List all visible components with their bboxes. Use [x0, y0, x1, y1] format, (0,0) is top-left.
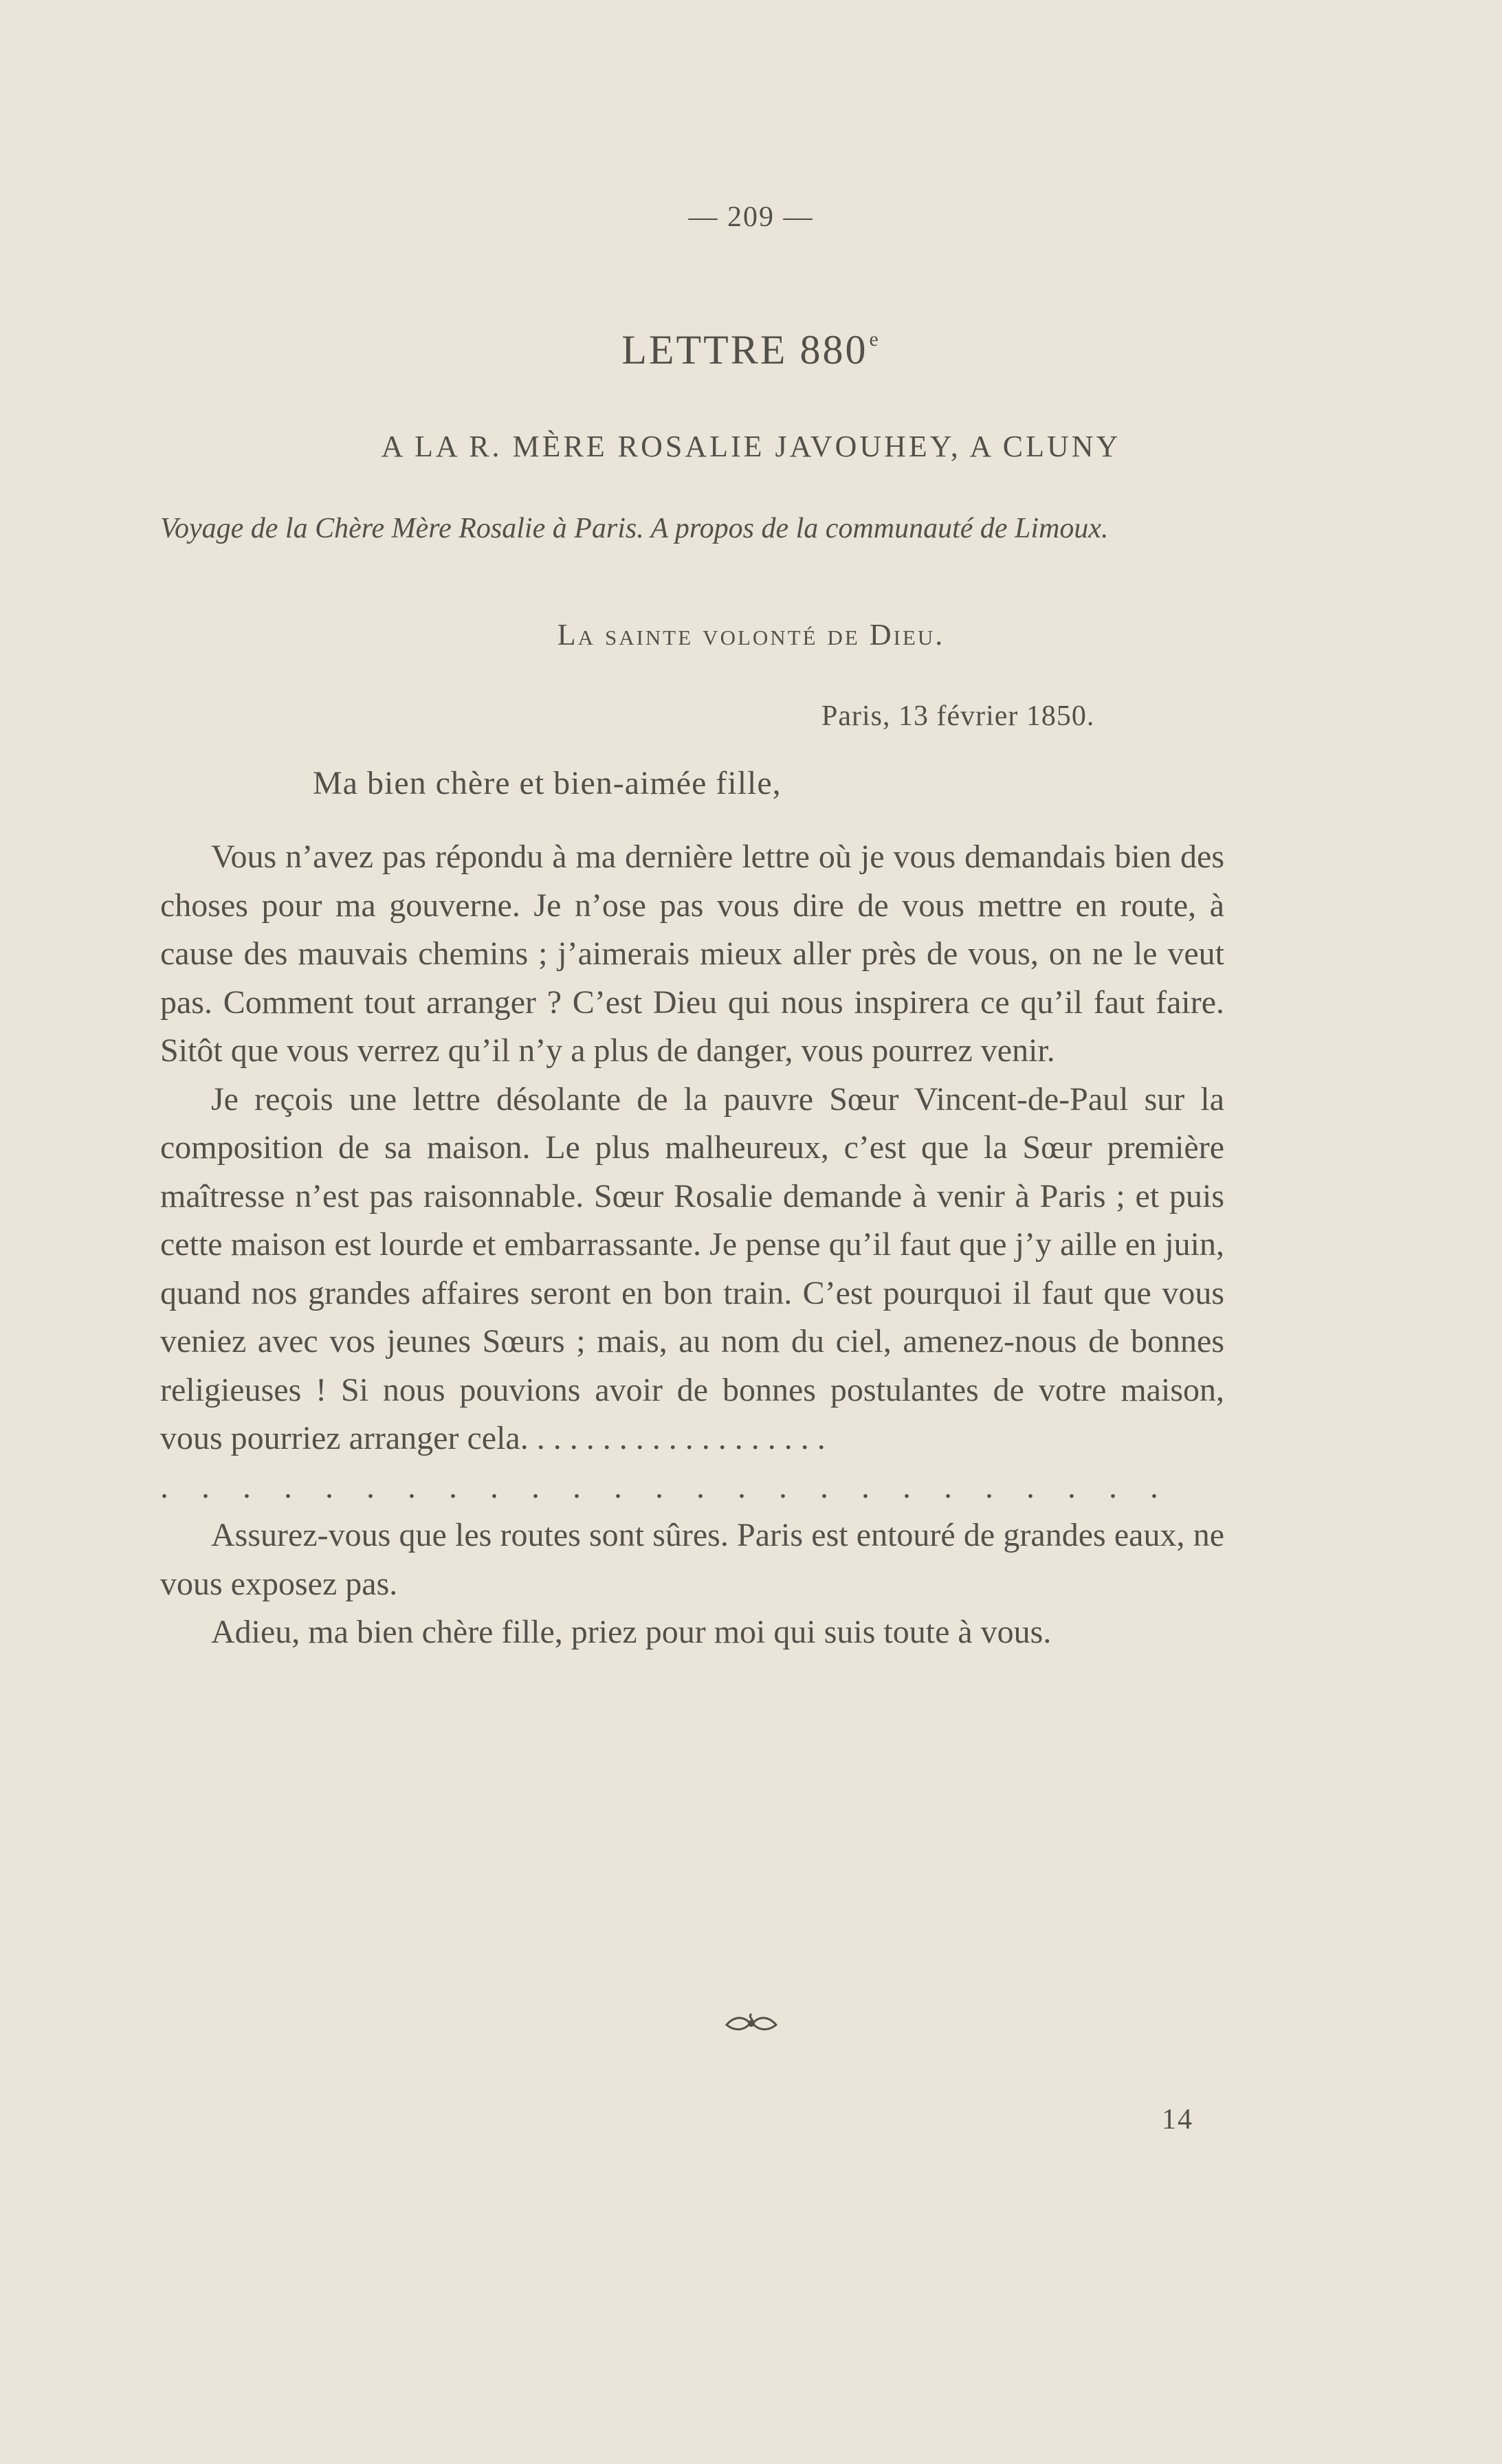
- letter-title: [0, 326, 1502, 374]
- paragraph-3: Assurez-vous que les routes sont sûres. Paris est entouré de grandes eaux, ne vous exposez pas.: [160, 1517, 1224, 1602]
- paragraph-4: Adieu, ma bien chère fille, priez pour moi qui suis toute à vous.: [211, 1614, 1052, 1650]
- ellipsis-line: . . . . . . . . . . . . . . . . . . . . . . . . .: [160, 1468, 1171, 1505]
- letter-body: [160, 833, 1224, 1657]
- dateline: Paris, 13 février 1850.: [821, 700, 1095, 732]
- motto: La sainte volonté de Dieu.: [557, 618, 945, 652]
- signature-mark: 14: [1162, 2104, 1193, 2135]
- page-number: — 209 —: [688, 201, 814, 233]
- paragraph-2: Je reçois une lettre désolante de la pauvre Sœur Vincent-de-Paul sur la composition de sa maison. Le plus malheureux, c’est que la Sœur première maîtresse n’est pas raisonnable. Sœur Rosalie demande à venir à Paris ; et puis cette maison est lourde et embarrassante. Je pense qu’il faut que j’y aille en juin, quand nos grandes affaires seront en bon train. C’est pourquoi il faut que vous veniez avec vos jeunes Sœurs ; mais, au nom du ciel, amenez-nous de bonnes religieuses ! Si nous pouvions avoir de bonnes postulantes de votre maison, vous pourriez arranger cela. . . . . . . . . . . . . . . . . . .: [160, 1080, 1224, 1456]
- addressee: A LA R. MÈRE ROSALIE JAVOUHEY, A CLUNY: [381, 430, 1121, 463]
- paragraph-1: Vous n’avez pas répondu à ma dernière lettre où je vous demandais bien des choses pour ma gouverne. Je n’ose pas vous dire de vous mettre en route, à cause des mauvais chemins ; j’aimerais mieux aller près de vous, on ne le veut pas. Comment tout arranger ? C’est Dieu qui nous inspirera ce qu’il faut faire. Sitôt que vous verrez qu’il n’y a plus de danger, vous pourrez venir.: [160, 839, 1224, 1069]
- letter-title-text: LETTRE 880: [621, 327, 868, 373]
- letter-summary: Voyage de la Chère Mère Rosalie à Paris. A propos de la communauté de Limoux.: [160, 513, 1109, 544]
- salutation: Ma bien chère et bien-aimée fille,: [313, 765, 782, 801]
- fleuron-ornament-icon: [724, 2010, 779, 2037]
- letter-title-superscript: e: [869, 328, 881, 351]
